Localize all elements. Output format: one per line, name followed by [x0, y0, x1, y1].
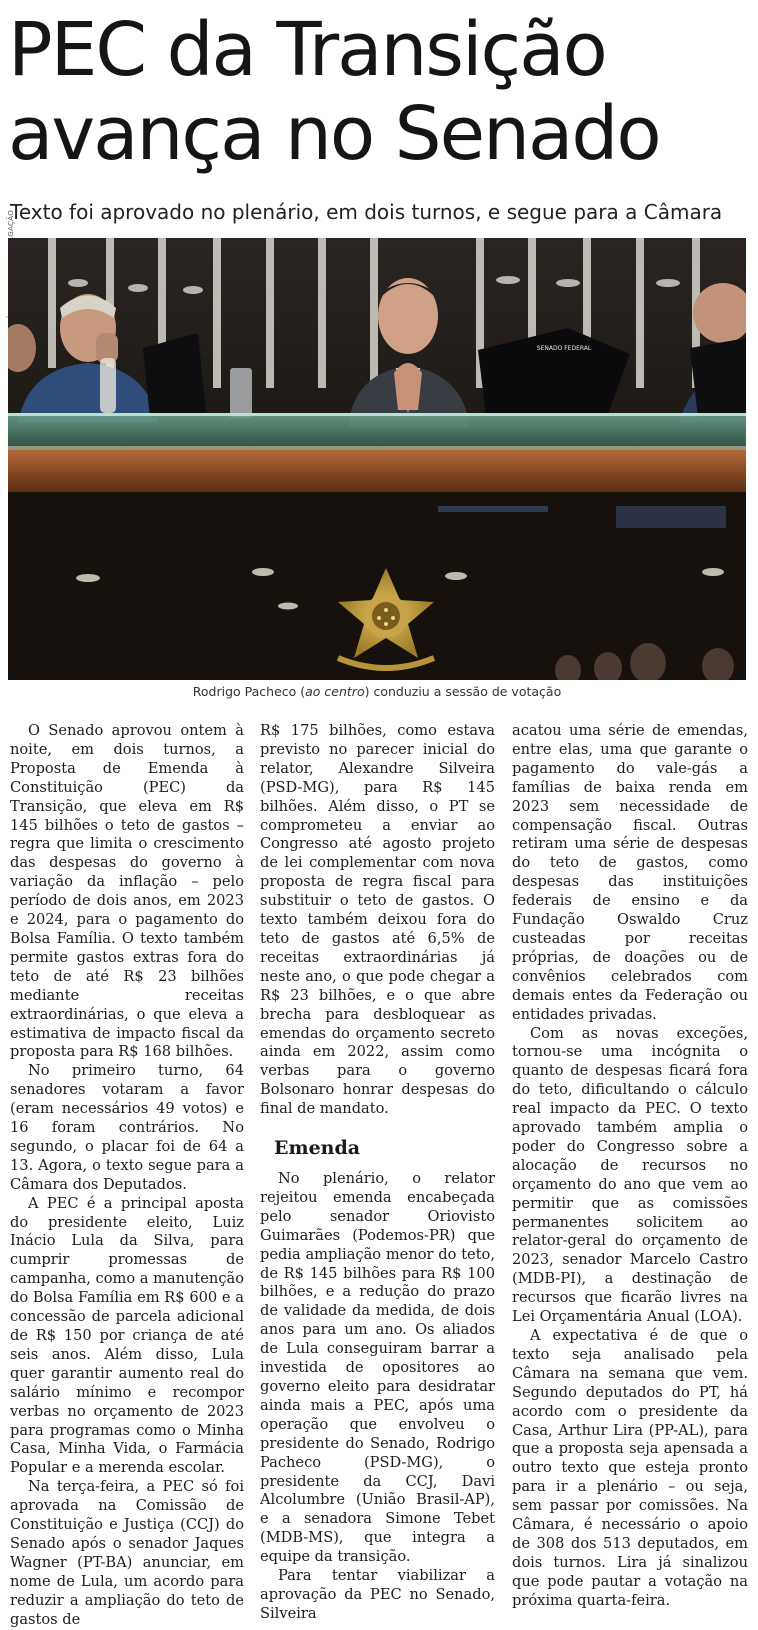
headline: PEC da Transição avança no Senado: [8, 7, 660, 177]
paragraph: O Senado aprovou ontem à noite, em dois turnos, a Proposta de Emenda à Constituição (PEC) da Transição, que eleva em R$ 145 bilhões o teto de gastos – regra que limita o crescimento das despesas do governo à variação da inflação – pelo período de dois anos, em 2023 e 2024, para o pagamento do Bolsa Família. O texto também permite gastos extras fora do teto de até R$ 23 bilhões mediante receitas extraordinárias, o que eleva a estimativa de impacto fiscal da proposta para R$ 168 bilhões.: [10, 722, 244, 1061]
article-column-1: [10, 722, 244, 1630]
paragraph: Na terça-feira, a PEC só foi aprovada na Comissão de Constituição e Justiça (CCJ) do Senado após o senador Jaques Wagner (PT-BA) anunciar, em nome de Lula, um acordo para reduzir a ampliação do teto de gastos de: [10, 1478, 244, 1628]
paragraph: R$ 175 bilhões, como estava previsto no parecer inicial do relator, Alexandre Silveira (PSD-MG), para R$ 145 bilhões. Além disso, o PT se comprometeu a enviar ao Congresso até agosto projeto de lei complementar com nova proposta de regra fiscal para substituir o teto de gastos. O texto também deixou fora do teto de gastos até 6,5% de receitas extraordinárias já neste ano, o que pode chegar a R$ 23 bilhões, e o que abre brecha para desbloquear as emendas do orçamento secreto ainda em 2022, assim como verbas para o governo Bolsonaro honrar despesas do final de mandato.: [260, 722, 495, 1118]
paragraph: Para tentar viabilizar a aprovação da PEC no Senado, Silveira: [260, 1567, 495, 1622]
section-heading: Emenda: [274, 1137, 361, 1160]
senate-session-photo: [8, 238, 746, 680]
paragraph: No primeiro turno, 64 senadores votaram a favor (eram necessários 49 votos) e 16 foram contrários. No segundo, o placar foi de 64 a 13. Agora, o texto segue para a Câmara dos Deputados.: [10, 1062, 244, 1193]
subheadline: Texto foi aprovado no plenário, em dois turnos, e segue para a Câmara: [10, 200, 723, 224]
article-photo: [8, 238, 746, 680]
paragraph: Com as novas exceções, tornou-se uma incógnita o quanto de despesas ficará fora do teto, dificultando o cálculo real impacto da PEC. O texto aprovado também amplia o poder do Congresso sobre a alocação de recursos no orçamento do ano que vem ao permitir que as comissões permanentes solicitem ao relator-geral do orçamento de 2023, senador Marcelo Castro (MDB-PI), a destinação de recursos que ficarão livres na Lei Orçamentária Anual (LOA).: [512, 1024, 748, 1326]
monitor-label: SENADO FEDERAL: [536, 345, 592, 352]
caption-emphasis: ao centro: [305, 684, 365, 699]
paragraph: acatou uma série de emendas, entre elas, uma que garante o pagamento do vale-gás a famílias de baixa renda em 2023 sem necessidade de compensação fiscal. Outras retiram uma série de despesas do teto de gastos, como despesas das instituições federais de ensino e da Fundação Oswaldo Cruz custeadas por receitas próprias, de doações ou de convênios celebrados com demais entes da Federação ou entidades privadas.: [512, 722, 748, 1023]
paragraph: No plenário, o relator rejeitou emenda encabeçada pelo senador Oriovisto Guimarães (Podemos-PR) que pedia ampliação menor do teto, de R$ 145 bilhões para R$ 100 bilhões, e a redução do prazo de validade da medida, de dois anos para um ano. Os aliados de Lula conseguiram barrar a investida de opositores ao governo eleito para desidratar ainda mais a PEC, após uma operação que envolveu o presidente do Senado, Rodrigo Pacheco (PSD-MG), o presidente da CCJ, Davi Alcolumbre (União Brasil-AP), e a senadora Simone Tebet (MDB-MS), que integra a equipe da transição.: [260, 1170, 495, 1566]
paragraph: A PEC é a principal aposta do presidente eleito, Luiz Inácio Lula da Silva, para cumprir promessas de campanha, como a manutenção do Bolsa Família em R$ 600 e a concessão de parcela adicional de R$ 150 por criança de até seis anos. Além disso, Lula quer garantir aumento real do salário mínimo e recompor verbas no orçamento de 2023 para programas como o Minha Casa, Minha Vida, o Farmácia Popular e a merenda escolar.: [10, 1194, 244, 1477]
article-column-3: [512, 722, 748, 1611]
article-column-2: [260, 722, 495, 1624]
paragraph: A expectativa é de que o texto seja analisado pela Câmara na semana que vem. Segundo deputados do PT, há acordo com o presidente da Casa, Arthur Lira (PP-AL), para que a proposta seja apensada a outro texto que esteja pronto para ir a plenário – ou seja, sem passar por comissões. Na Câmara, é necessário o apoio de 308 dos 513 deputados, em dois turnos. Lira já sinalizou que pode pautar a votação na próxima quarta-feira.: [512, 1327, 748, 1609]
photo-caption: Rodrigo Pacheco (ao centro) conduziu a sessão de votação: [192, 684, 562, 699]
